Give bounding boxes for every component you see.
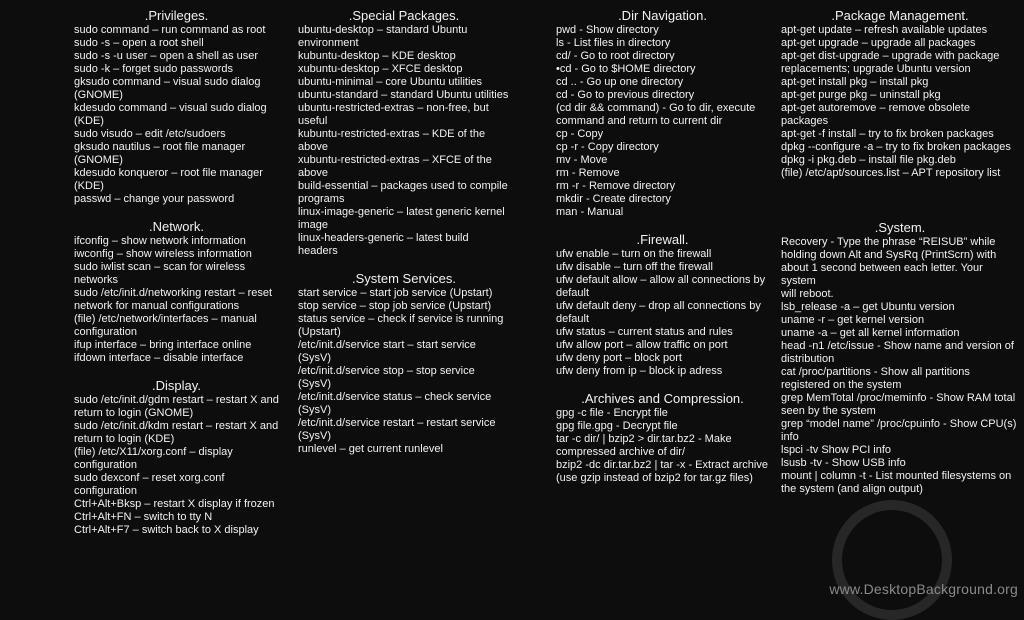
text-line: ubuntu-standard – standard Ubuntu utilities <box>298 89 509 101</box>
text-line: dpkg --configure -a – try to fix broken packages <box>781 141 1011 153</box>
text-line: bzip2 -dc dir.tar.bz2 | tar -x - Extract archive (use gzip instead of bzip2 for tar.gz files) <box>556 459 768 484</box>
text-line: ufw status – current status and rules <box>556 326 733 338</box>
text-line: gksudo nautilus – root file manager (GNOME) <box>74 141 246 166</box>
text-line: linux-image-generic – latest generic kernel <box>298 206 505 218</box>
text-line: ubuntu-restricted-extras – non-free, but useful <box>298 102 489 127</box>
text-line: uname -r – get kernel version <box>781 314 925 326</box>
text-line: ufw disable – turn off the firewall <box>556 261 713 273</box>
text-line: cp -r - Copy directory <box>556 141 659 153</box>
text-line: return to login (GNOME) <box>74 407 194 419</box>
text-line: mount | column -t - List mounted filesystems on the system (and align output) <box>781 470 1012 495</box>
text-line: cd/ - Go to root directory <box>556 50 675 62</box>
text-line: start service – start job service (Upstart) <box>298 287 493 299</box>
text-line: ufw default allow – allow all connections by <box>556 274 766 286</box>
text-line: return to login (KDE) <box>74 433 175 445</box>
dir-navigation-section <box>556 8 769 219</box>
text-line: ubuntu-desktop – standard Ubuntu environment <box>298 24 468 49</box>
text-line: build-essential – packages used to compile <box>298 180 508 192</box>
text-line: xubuntu-desktop – XFCE desktop <box>298 63 463 75</box>
display-section <box>74 378 279 537</box>
text-line: ufw allow port – allow traffic on port <box>556 339 728 351</box>
section-title: .Display. <box>152 378 201 393</box>
section-title: .Archives and Compression. <box>581 391 744 406</box>
privileges-section <box>74 8 279 206</box>
text-line: cat /proc/partitions - Show all partitions registered on the system <box>781 366 970 391</box>
text-line: cd - Go to previous directory <box>556 89 695 101</box>
text-line: /etc/init.d/service start – start service (SysV) <box>298 339 476 364</box>
text-line: linux-headers-generic – latest build headers <box>298 232 469 257</box>
text-line: passwd – change your password <box>74 193 235 205</box>
text-line: default <box>556 287 590 299</box>
section-title: .System Services. <box>351 271 457 286</box>
text-line: apt-get update – refresh available updates <box>781 24 988 36</box>
text-line: stop service – stop job service (Upstart) <box>298 300 492 312</box>
text-line: grep “model name” /proc/cpuinfo - Show CPU(s) info <box>781 418 1017 443</box>
text-line: status service – check if service is running <box>298 313 504 325</box>
section-title: .Package Management. <box>831 8 969 23</box>
section-title: .Special Packages. <box>348 8 460 23</box>
text-line: will reboot. <box>781 288 834 300</box>
text-line: Ctrl+Alt+F7 – switch back to X display <box>74 524 259 536</box>
text-line: (SysV) <box>298 430 331 442</box>
text-line: kdesudo command – visual sudo dialog (KDE) <box>74 102 267 127</box>
text-line: man - Manual <box>556 206 624 218</box>
text-line: apt-get upgrade – upgrade all packages <box>781 37 976 49</box>
column-3 <box>556 8 769 485</box>
text-line: rm - Remove <box>556 167 620 179</box>
system-services-section <box>298 271 510 456</box>
text-line: lspci -tv Show PCI info <box>781 444 892 456</box>
column-4 <box>781 8 1019 496</box>
text-line: gksudo command – visual sudo dialog (GNOME) <box>74 76 261 101</box>
text-line: ufw deny port – block port <box>556 352 682 364</box>
column-2 <box>298 8 510 456</box>
text-line: (cd dir && command) - Go to dir, execute command and return to current dir <box>556 102 756 127</box>
text-line: default <box>556 313 590 325</box>
text-line: Ctrl+Alt+Bksp – restart X display if frozen <box>74 498 275 510</box>
section-title: .Firewall. <box>636 232 689 247</box>
text-line: mv - Move <box>556 154 608 166</box>
archives-section <box>556 391 769 485</box>
text-line: cd .. - Go up one directory <box>556 76 684 88</box>
text-line: (file) /etc/apt/sources.list – APT repository list <box>781 167 1001 179</box>
text-line: replacements; upgrade Ubuntu version <box>781 63 971 75</box>
text-line: sudo -k – forget sudo passwords <box>74 63 233 75</box>
text-line: sudo command – run command as root <box>74 24 266 36</box>
text-line: apt-get install pkg – install pkg <box>781 76 929 88</box>
section-title: .Network. <box>149 219 204 234</box>
text-line: ifconfig – show network information <box>74 235 246 247</box>
text-line: sudo /etc/init.d/networking restart – reset <box>74 287 273 299</box>
text-line: ufw deny from ip – block ip adress <box>556 365 723 377</box>
text-line: network for manual configurations <box>74 300 240 312</box>
column-1 <box>74 8 279 537</box>
text-line: ufw enable – turn on the firewall <box>556 248 712 260</box>
text-line: rm -r - Remove directory <box>556 180 676 192</box>
text-line: uname -a – get all kernel information <box>781 327 960 339</box>
text-line: programs <box>298 193 345 205</box>
text-line: lsb_release -a – get Ubuntu version <box>781 301 955 313</box>
package-management-section <box>781 8 1019 180</box>
section-title: .Dir Navigation. <box>618 8 707 23</box>
text-line: ufw default deny – drop all connections by <box>556 300 761 312</box>
text-line: apt-get dist-upgrade – upgrade with package <box>781 50 1000 62</box>
text-line: (file) /etc/network/interfaces – manual configuration <box>74 313 257 338</box>
text-line: sudo /etc/init.d/kdm restart – restart X and <box>74 420 279 432</box>
text-line: sudo -s – open a root shell <box>74 37 204 49</box>
text-line: apt-get purge pkg – uninstall pkg <box>781 89 941 101</box>
text-line: mkdir - Create directory <box>556 193 671 205</box>
text-line: sudo visudo – edit /etc/sudoers <box>74 128 226 140</box>
text-line: sudo -s -u user – open a shell as user <box>74 50 259 62</box>
text-line: kubuntu-desktop – KDE desktop <box>298 50 456 62</box>
text-line: kdesudo konqueror – root file manager (KDE) <box>74 167 263 192</box>
text-line: /etc/init.d/service restart – restart service <box>298 417 496 429</box>
section-title: .System. <box>874 220 926 235</box>
text-line: (Upstart) <box>298 326 341 338</box>
text-line: kubuntu-restricted-extras – KDE of the above <box>298 128 486 153</box>
text-line: cp - Copy <box>556 128 604 140</box>
text-line: sudo /etc/init.d/gdm restart – restart X and <box>74 394 279 406</box>
text-line: /etc/init.d/service stop – stop service (SysV) <box>298 365 475 390</box>
text-line: lsusb -tv - Show USB info <box>781 457 906 469</box>
text-line: ubuntu-minimal – core Ubuntu utilities <box>298 76 483 88</box>
text-line: dpkg -i pkg.deb – install file pkg.deb <box>781 154 956 166</box>
watermark-ring-graphic <box>832 500 952 620</box>
text-line: sudo dexconf – reset xorg.conf configuration <box>74 472 225 497</box>
text-line: iwconfig – show wireless information <box>74 248 252 260</box>
text-line: ls - List files in directory <box>556 37 671 49</box>
text-line: grep MemTotal /proc/meminfo - Show RAM total seen by the system <box>781 392 1016 417</box>
text-line: sudo iwlist scan – scan for wireless networks <box>74 261 246 286</box>
text-line: image <box>298 219 328 231</box>
system-section <box>781 220 1019 496</box>
text-line: tar -c dir/ | bzip2 > dir.tar.bz2 - Make compressed archive of dir/ <box>556 433 732 458</box>
text-line: gpg -c file - Encrypt file <box>556 407 668 419</box>
text-line: •cd - Go to $HOME directory <box>556 63 696 75</box>
text-line: apt-get autoremove – remove obsolete packages <box>781 102 970 127</box>
text-line: ifup interface – bring interface online <box>74 339 252 351</box>
network-section <box>74 219 279 365</box>
text-line: /etc/init.d/service status – check service (SysV) <box>298 391 492 416</box>
text-line: ifdown interface – disable interface <box>74 352 244 364</box>
text-line: xubuntu-restricted-extras – XFCE of the above <box>298 154 492 179</box>
section-title: .Privileges. <box>144 8 209 23</box>
text-line: Ctrl+Alt+FN – switch to tty N <box>74 511 213 523</box>
text-line: pwd - Show directory <box>556 24 659 36</box>
text-line: gpg file.gpg - Decrypt file <box>556 420 678 432</box>
text-line: (file) /etc/X11/xorg.conf – display configuration <box>74 446 233 471</box>
text-line: about 1 second between each letter. Your system <box>781 262 983 287</box>
text-line: runlevel – get current runlevel <box>298 443 443 455</box>
text-line: apt-get -f install – try to fix broken packages <box>781 128 994 140</box>
text-line: head -n1 /etc/issue - Show name and version of distribution <box>781 340 1014 365</box>
firewall-section <box>556 232 769 378</box>
watermark-text: www.DesktopBackground.org <box>829 581 1018 597</box>
text-line: Recovery - Type the phrase “REISUB” while holding down Alt and SysRq (PrintScrn) with <box>781 236 997 261</box>
special-packages-section <box>298 8 510 258</box>
